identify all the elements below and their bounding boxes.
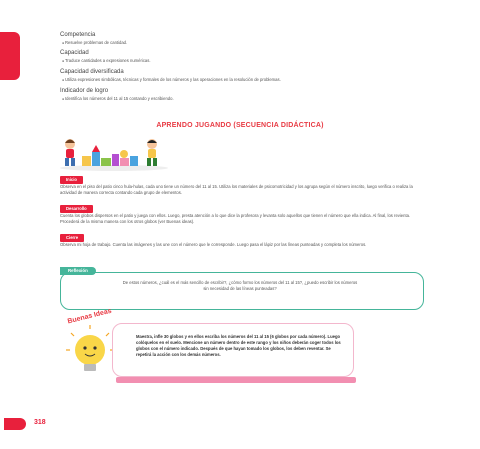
capacidad-heading: Capacidad	[60, 50, 89, 56]
indicador-item: ● Identifica los números del 11 al 15 contando y escribiendo.	[62, 96, 174, 101]
buenas-ideas-label-art	[60, 306, 120, 330]
kids-blocks-illustration	[58, 134, 170, 172]
desarrollo-text: Cuenta los globos dispersos en el patio y juega con ellos. Luego, presta atención a lo que dice la profesora y levanta solo aquellos que tienen el número que ella indica. Al final, los revienta. Procederá de la misma manera con los otros globos (ver Buenas ideas).	[60, 213, 411, 224]
capacidad-diversificada-heading: Capacidad diversificada	[60, 69, 124, 75]
capacidad-diversificada-item: ● Utiliza expresiones simbólicas, técnicas y formales de los números y las operaciones en la resolución de problemas.	[62, 77, 281, 82]
buenas-ideas-text: Maestra, infle 30 globos y en ellos escriba los números del 11 al 15 (6 globos por cada número). Luego colóquelos en el suelo. Mencione un número dentro de este rango y los niños deberán coger todos los globos con el número indicado. Después de que hayan tomado los globos, los deben reventar. Se repetirá la acción con los demás números.	[136, 334, 341, 357]
cierre-label: Cierre	[60, 234, 84, 242]
capacidad-item: ● Traduce cantidades a expresiones numéricas.	[62, 58, 151, 63]
page-number-bar	[4, 418, 26, 430]
reflexion-label: Reflexión	[60, 267, 96, 275]
desarrollo-label: Desarrollo	[60, 205, 93, 213]
side-tab-decoration	[0, 32, 20, 80]
cierre-text: Observa mi hoja de trabajo. Cuenta las imágenes y las une con el número que le corresponde. Luego pasa el lápiz por las líneas punteadas y completa los números.	[60, 242, 367, 247]
reflexion-text: De estos números, ¿cuál es el más sencillo de escribir?, ¿cómo formo los números del 11 al 15?, ¿puedo escribir los números sin necesidad de las líneas punteadas?	[122, 280, 358, 291]
activity-title: APRENDO JUGANDO (SECUENCIA DIDÁCTICA)	[156, 122, 324, 129]
competencia-heading: Competencia	[60, 32, 96, 38]
inicio-label: Inicio	[60, 176, 83, 184]
buenas-ideas-label: Buenas Ideas	[66, 307, 113, 326]
inicio-text: Observa en el piso del patio cinco hula-hulas, cada uno tiene un número del 11 al 15. Utiliza los materiales de psicomotricidad y los agrupa según el número inscrito, luego verifica o realiza la actividad de manera correcta contando cada grupo de elementos.	[60, 184, 413, 195]
competencia-item: ● Resuelve problemas de cantidad.	[62, 40, 127, 45]
page-number: 318	[34, 419, 46, 426]
pink-strip-decoration	[116, 377, 356, 383]
indicador-heading: Indicador de logro	[60, 88, 109, 94]
